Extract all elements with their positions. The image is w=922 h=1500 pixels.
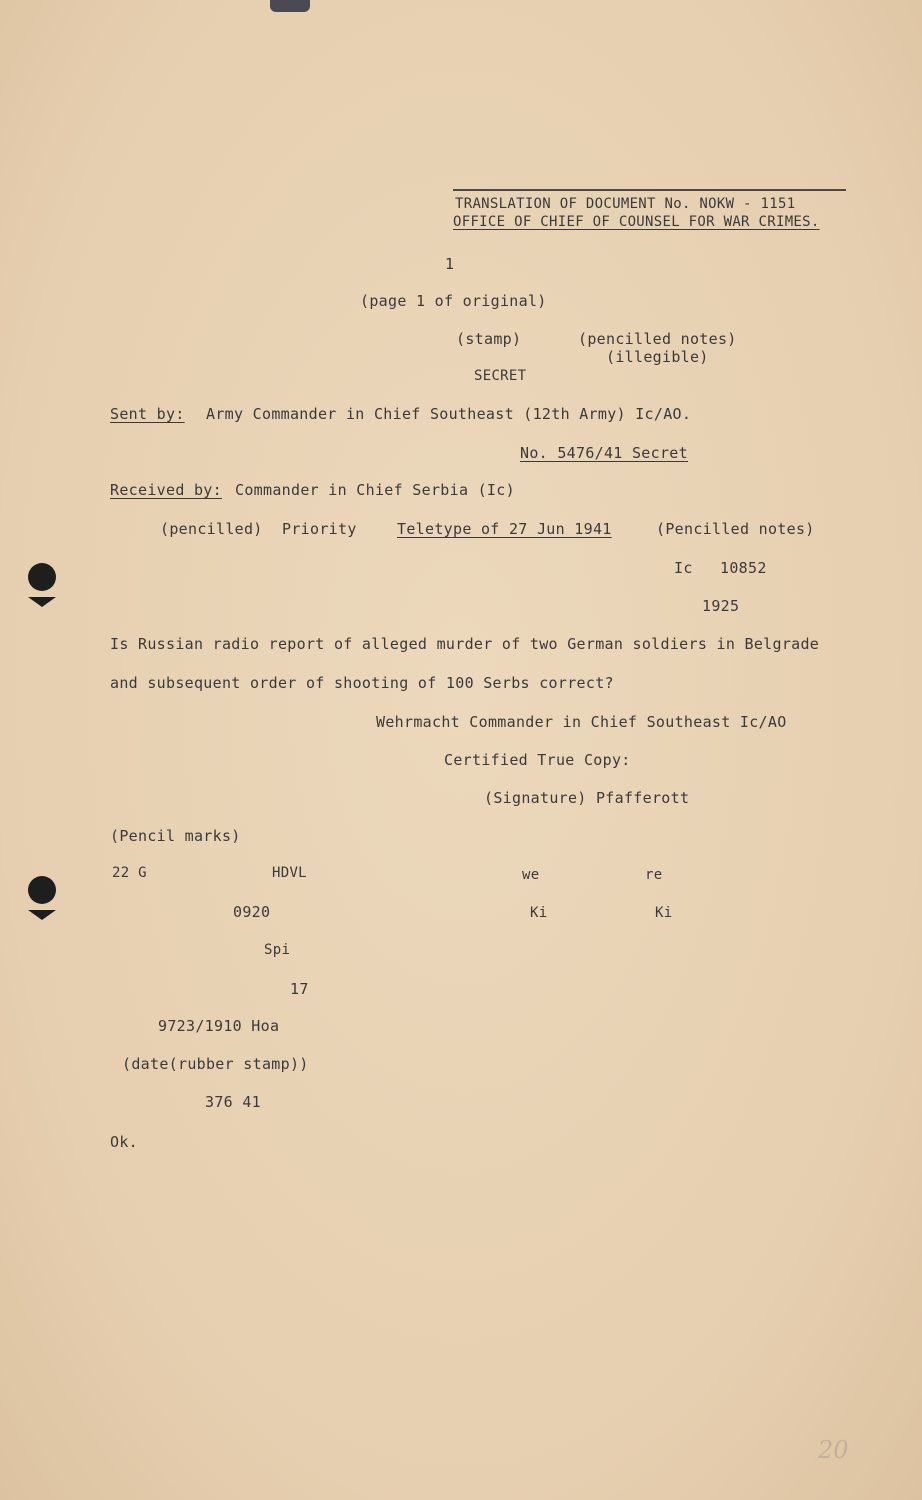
- ic-label: Ic: [674, 559, 693, 577]
- punch-hole-top: [28, 563, 56, 591]
- punch-hole-top-tail: [28, 597, 56, 607]
- pencil-marks-title: (Pencil marks): [110, 827, 241, 845]
- reference-number: No. 5476/41 Secret: [520, 444, 688, 462]
- header-line-1: TRANSLATION OF DOCUMENT No. NOKW - 1151: [455, 196, 796, 212]
- pencilled-notes-top: (pencilled notes): [578, 330, 737, 348]
- stamp-note: (stamp): [456, 330, 522, 348]
- pencil-mark-ok: Ok.: [110, 1133, 138, 1151]
- header-line-2: OFFICE OF CHIEF OF COUNSEL FOR WAR CRIMES.: [453, 214, 820, 230]
- signature-line: (Signature) Pfafferott: [484, 789, 690, 807]
- pencil-mark-re: re: [645, 867, 663, 883]
- header-rule: [453, 189, 846, 191]
- received-by-label: Received by:: [110, 481, 222, 499]
- priority-label: Priority: [282, 520, 357, 538]
- pencil-mark-date-stamp: (date(rubber stamp)): [122, 1055, 309, 1073]
- sent-by-value: Army Commander in Chief Southeast (12th Army) Ic/AO.: [206, 405, 692, 423]
- pencil-mark-spi: Spi: [264, 942, 291, 958]
- received-by-value: Commander in Chief Serbia (Ic): [235, 481, 515, 499]
- pencil-mark-ki-2: Ki: [655, 905, 673, 921]
- teletype-date: Teletype of 27 Jun 1941: [397, 520, 612, 538]
- pencilled-notes-right: (Pencilled notes): [656, 520, 815, 538]
- pencil-mark-0920: 0920: [233, 903, 271, 921]
- ic-number: 10852: [720, 559, 767, 577]
- pencil-mark-37641: 376 41: [205, 1093, 261, 1111]
- body-line-2: and subsequent order of shooting of 100 Serbs correct?: [110, 674, 614, 692]
- pencilled-label: (pencilled): [160, 520, 263, 538]
- punch-hole-bottom: [28, 876, 56, 904]
- body-line-1: Is Russian radio report of alleged murder of two German soldiers in Belgrade: [110, 635, 820, 653]
- secret-stamp: SECRET: [474, 368, 527, 384]
- pencil-mark-hdvl: HDVL: [272, 865, 307, 881]
- pencil-mark-9723: 9723/1910 Hoa: [158, 1017, 280, 1035]
- time-1925: 1925: [702, 597, 740, 615]
- pencil-mark-17: 17: [290, 980, 309, 998]
- handwritten-page-number: 20: [818, 1436, 849, 1464]
- sender-signature-line: Wehrmacht Commander in Chief Southeast Ic/AO: [376, 713, 787, 731]
- pencil-mark-we: we: [522, 867, 540, 883]
- paper-clip: [270, 0, 310, 12]
- punch-hole-bottom-tail: [28, 910, 56, 920]
- illegible-note: (illegible): [606, 348, 709, 366]
- pencil-mark-22g: 22 G: [112, 865, 147, 881]
- pencil-mark-ki-1: Ki: [530, 905, 548, 921]
- original-page-note: (page 1 of original): [360, 292, 547, 310]
- sent-by-label: Sent by:: [110, 405, 185, 423]
- page-number: 1: [445, 255, 455, 273]
- certified-copy: Certified True Copy:: [444, 751, 631, 769]
